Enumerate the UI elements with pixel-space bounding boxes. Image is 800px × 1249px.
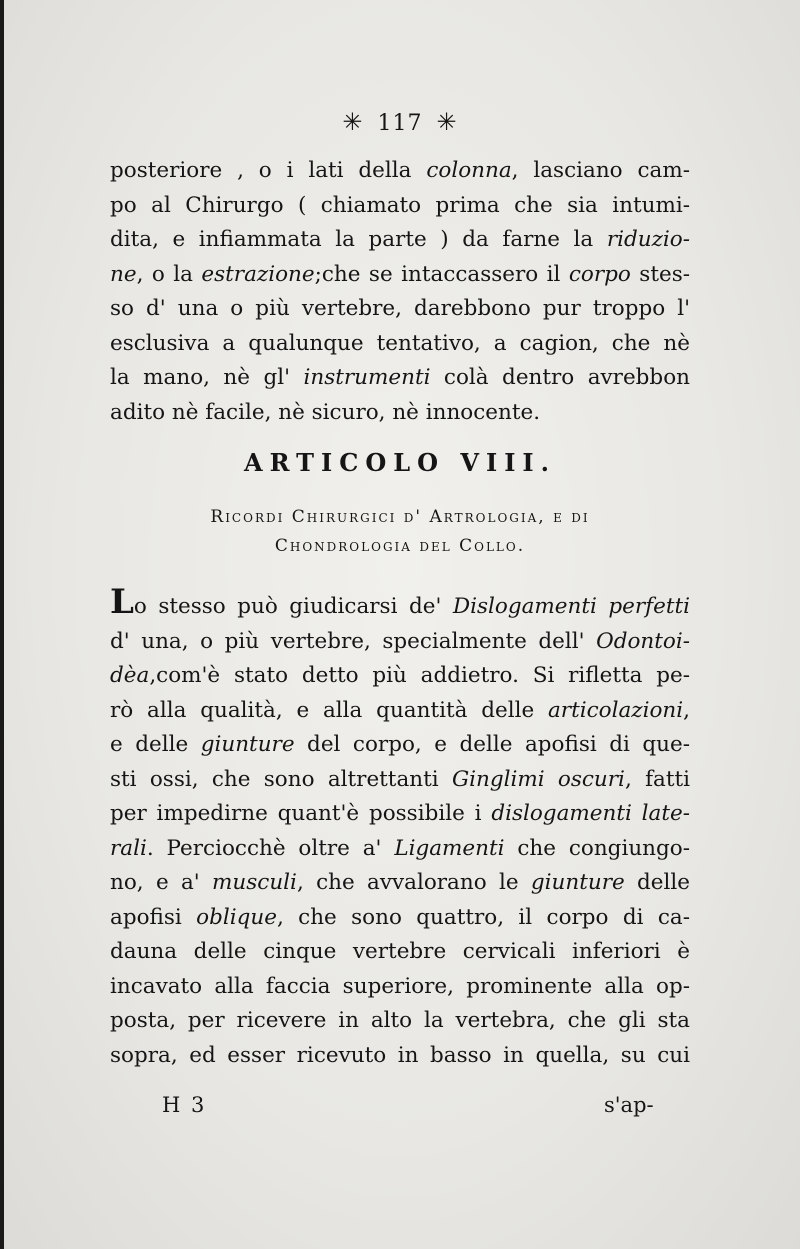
- text-line: incavato alla faccia superiore, prominente alla op-: [110, 973, 690, 999]
- text-line: apofisi oblique, che sono quattro, il corpo di ca-: [110, 904, 691, 930]
- ornament-right-icon: ✳: [436, 108, 458, 136]
- text-line: d' una, o più vertebre, specialmente dell' Odontoi-: [110, 628, 690, 654]
- text-line: po al Chirurgo ( chiamato prima che sia intumi-: [110, 192, 690, 218]
- catchword: s'ap-: [604, 1093, 654, 1117]
- page-number: 117: [377, 111, 423, 136]
- signature-mark: H 3: [162, 1093, 207, 1117]
- article-heading: ARTICOLO VIII.: [243, 448, 557, 477]
- text-line: so d' una o più vertebre, darebbono pur troppo l': [110, 296, 690, 321]
- paragraph-continued: [110, 154, 690, 430]
- text-line: posteriore , o i lati della colonna, lasciano cam-: [110, 158, 690, 183]
- text-line: sti ossi, che sono altrettanti Ginglimi oscuri, fatti: [110, 766, 690, 792]
- text-line: adito nè facile, nè sicuro, nè innocente.: [110, 399, 541, 425]
- ornament-left-icon: ✳: [342, 108, 364, 136]
- text-line: posta, per ricevere in alto la vertebra, che gli sta: [110, 1008, 690, 1033]
- article-subtitle-line2: Chondrologia del Collo.: [274, 536, 526, 556]
- text-line: dèa,com'è stato detto più addietro. Si rifletta pe-: [110, 663, 690, 688]
- article-subtitle-line1: Ricordi Chirurgici d' Artrologia, e di: [210, 507, 590, 527]
- article-paragraph: [110, 582, 691, 1073]
- page-header: [0, 108, 800, 136]
- text-line: sopra, ed esser ricevuto in basso in quella, su cui: [110, 1042, 690, 1068]
- text-line: la mano, nè gl' instrumenti colà dentro avrebbon: [110, 365, 690, 390]
- drop-cap: L: [110, 582, 134, 622]
- text-line: dauna delle cinque vertebre cervicali inferiori è: [110, 939, 690, 964]
- text-line: no, e a' musculi, che avvalorano le giunture delle: [110, 870, 690, 895]
- text-line: dita, e infiammata la parte ) da farne la riduzio-: [110, 227, 690, 252]
- text-line: Lo stesso può giudicarsi de' Dislogamenti perfetti: [110, 582, 690, 622]
- text-line: ne, o la estrazione;che se intaccassero il corpo stes-: [110, 261, 691, 287]
- text-line: esclusiva a qualunque tentativo, a cagion, che nè: [110, 330, 690, 356]
- text-line: rali. Perciocchè oltre a' Ligamenti che congiungo-: [110, 835, 690, 861]
- text-line: per impedirne quant'è possibile i dislogamenti late-: [110, 801, 690, 826]
- scan-edge: [0, 0, 4, 1249]
- text-line: e delle giunture del corpo, e delle apofisi di que-: [110, 732, 690, 757]
- text-line: rò alla qualità, e alla quantità delle articolazioni,: [110, 697, 690, 723]
